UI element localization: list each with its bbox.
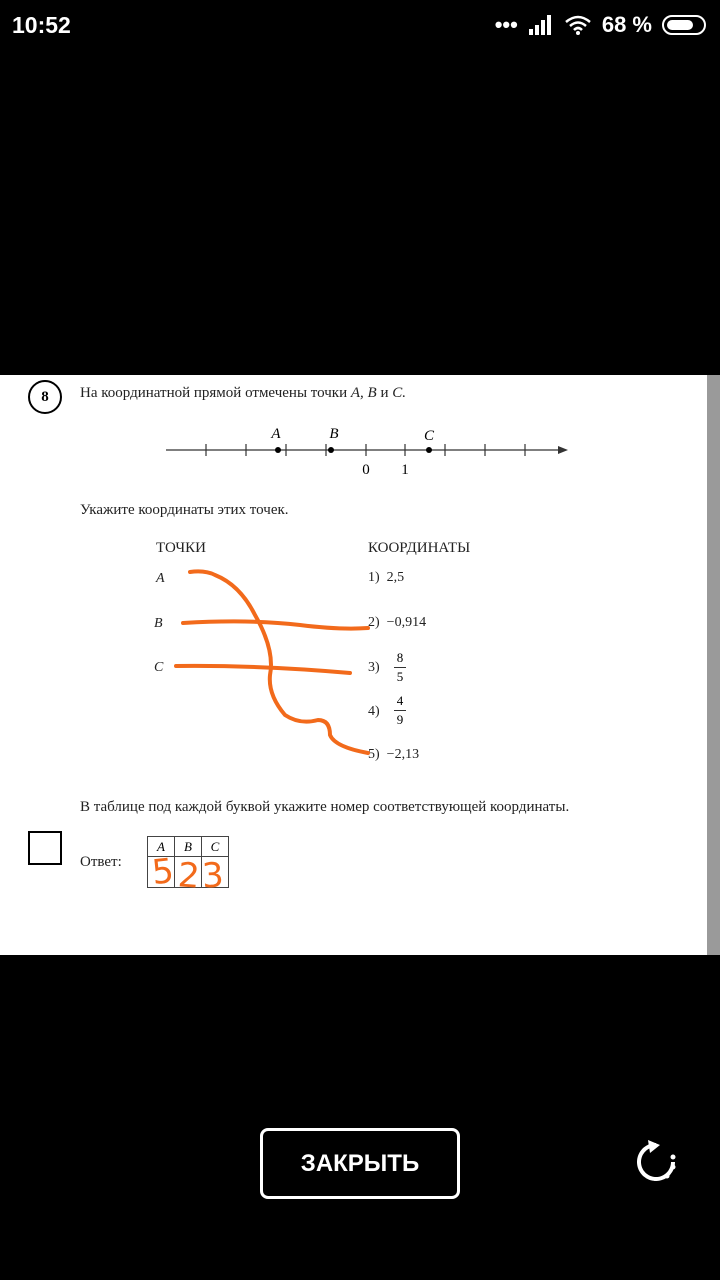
status-bar — [0, 0, 720, 52]
right-item-1-num: 1) — [368, 570, 380, 585]
status-time: 10:52 — [12, 12, 71, 38]
answer-label: Ответ: — [80, 854, 122, 870]
points-header: ТОЧКИ — [156, 540, 207, 556]
status-icons — [495, 12, 706, 38]
image-viewer[interactable] — [0, 375, 720, 955]
match-line-c — [176, 666, 350, 673]
rotate-icon[interactable] — [630, 1136, 682, 1188]
scrollbar[interactable] — [707, 375, 720, 955]
tick-label-zero: 0 — [362, 462, 370, 478]
left-item-b: B — [154, 616, 163, 631]
right-item-3-num: 3) — [368, 660, 380, 675]
match-line-b — [183, 621, 368, 628]
fraction-denominator: 9 — [396, 712, 404, 727]
point-c-label: C — [423, 428, 435, 444]
statement-conj: и — [380, 385, 389, 401]
point-b-label: B — [329, 426, 339, 442]
tick-label-one: 1 — [401, 462, 409, 478]
right-item-2-value: −0,914 — [386, 615, 427, 630]
right-item-5-value: −2,13 — [386, 747, 420, 762]
fraction-numerator: 8 — [396, 650, 404, 665]
battery-icon — [662, 15, 706, 35]
handwritten-answer-b: 2 — [176, 855, 202, 897]
fraction-numerator: 4 — [396, 693, 404, 708]
wifi-icon — [564, 14, 592, 36]
point-a-label: A — [271, 426, 281, 442]
coordinates-header: КООРДИНАТЫ — [368, 540, 471, 556]
statement-point-c: C. — [392, 385, 406, 401]
left-item-c: C — [154, 660, 164, 675]
right-item-2-num: 2) — [368, 615, 380, 630]
fraction-denominator: 5 — [396, 669, 404, 684]
cell-signal-icon — [528, 15, 554, 35]
right-item-4-num: 4) — [368, 704, 380, 719]
statement-point-a: A, — [350, 385, 364, 401]
answer-header-c: C — [210, 839, 220, 854]
close-button[interactable]: ЗАКРЫТЬ — [260, 1128, 460, 1199]
answer-header-a: A — [148, 837, 175, 856]
handwritten-answer-a: 5 — [149, 850, 176, 894]
handwritten-answer-c: 3 — [200, 855, 225, 897]
signal-dots-icon: ••• — [494, 12, 518, 37]
battery-percent: 68 % — [601, 12, 652, 37]
answer-header-b: B — [175, 837, 202, 856]
right-item-5-num: 5) — [368, 747, 380, 762]
checkbox[interactable] — [28, 831, 62, 865]
left-item-a: A — [156, 571, 165, 586]
instruction-text: Укажите координаты этих точек. — [80, 502, 289, 518]
statement-point-b: B — [367, 385, 377, 401]
table-instruction: В таблице под каждой буквой укажите номер соответствующей координаты. — [80, 799, 570, 815]
right-item-1-value: 2,5 — [386, 570, 405, 585]
task-number-badge: 8 — [28, 380, 62, 414]
statement-prefix: На координатной прямой отмечены точки — [80, 385, 348, 401]
match-line-a — [190, 571, 368, 753]
